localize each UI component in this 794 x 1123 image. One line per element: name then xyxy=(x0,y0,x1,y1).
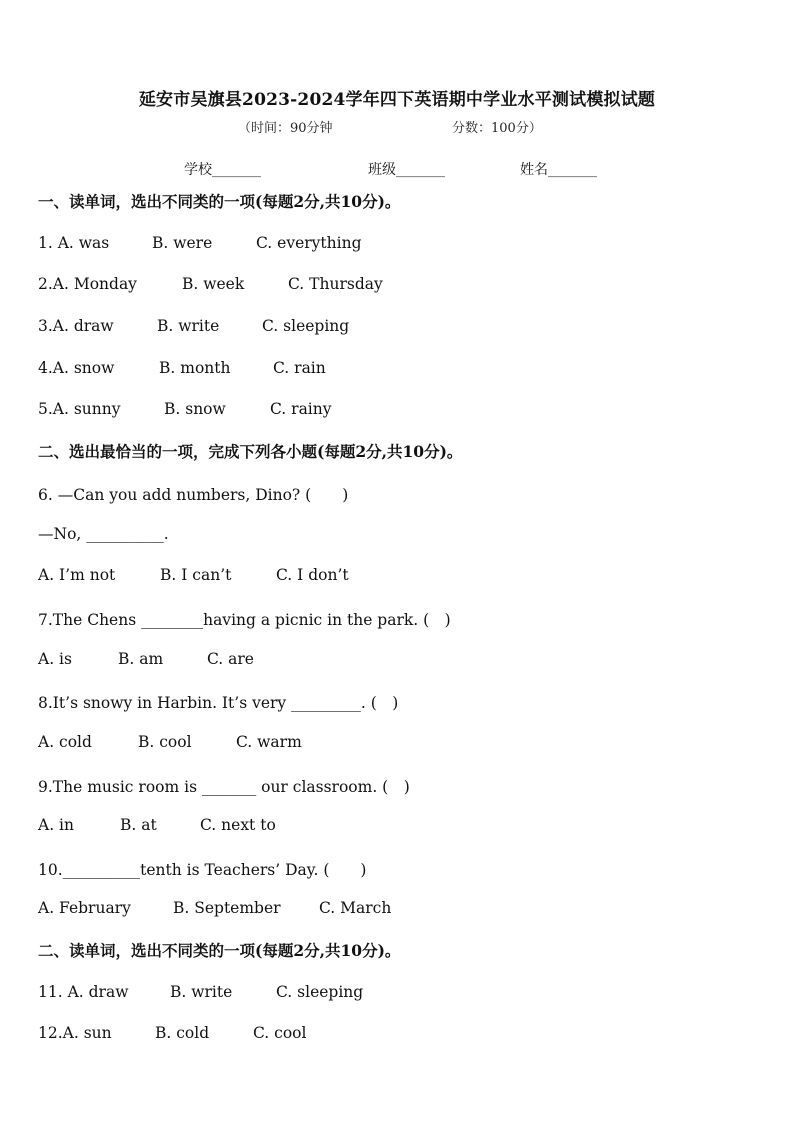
section-3-heading: 二、读单词，选出不同类的一项(每题2分,共10分)。 xyxy=(38,941,401,960)
q6-option-a: A. I’m not xyxy=(38,566,116,584)
q6-stem: 6. —Can you add numbers, Dino? ( ) xyxy=(38,486,349,504)
q12-option-b: B. cold xyxy=(155,1024,210,1042)
q4-option-b: B. month xyxy=(159,359,231,377)
q9-stem: 9.The music room is _______ our classroom. ( ) xyxy=(38,778,410,796)
q7-option-c: C. are xyxy=(207,650,254,668)
school-field: 学校_______ xyxy=(184,162,261,178)
q8-option-c: C. warm xyxy=(236,733,302,751)
section-1-heading: 一、读单词，选出不同类的一项(每题2分,共10分)。 xyxy=(38,192,401,211)
q3-option-c: C. sleeping xyxy=(262,317,350,335)
q1-option-c: C. everything xyxy=(256,234,362,252)
q10-option-c: C. March xyxy=(319,899,392,917)
q11-option-b: B. write xyxy=(170,983,233,1001)
q7-stem: 7.The Chens ________having a picnic in the park. ( ) xyxy=(38,611,451,629)
q9-option-c: C. next to xyxy=(200,816,276,834)
page-title: 延安市吴旗县2023-2024学年四下英语期中学业水平测试模拟试题 xyxy=(138,90,656,110)
q4-option-a: 4.A. snow xyxy=(38,359,115,377)
name-field: 姓名_______ xyxy=(520,162,597,178)
q8-stem: 8.It’s snowy in Harbin. It’s very _________. ( ) xyxy=(38,694,399,712)
q8-option-a: A. cold xyxy=(38,733,92,751)
q6-stem-reply: —No, __________. xyxy=(38,525,169,543)
q1-option-b: B. were xyxy=(152,234,213,252)
q3-option-a: 3.A. draw xyxy=(38,317,114,335)
q6-option-c: C. I don’t xyxy=(276,566,349,584)
q2-option-c: C. Thursday xyxy=(288,275,383,293)
q8-option-b: B. cool xyxy=(138,733,192,751)
q6-option-b: B. I can’t xyxy=(160,566,232,584)
exam-score: 分数：100分） xyxy=(452,121,542,136)
exam-time: （时间：90分钟 xyxy=(238,121,333,136)
q1-option-a: 1. A. was xyxy=(38,234,110,252)
q11-option-c: C. sleeping xyxy=(276,983,364,1001)
q12-option-a: 12.A. sun xyxy=(38,1024,112,1042)
q5-option-a: 5.A. sunny xyxy=(38,400,121,418)
q7-option-b: B. am xyxy=(118,650,164,668)
q5-option-c: C. rainy xyxy=(270,400,332,418)
q11-option-a: 11. A. draw xyxy=(38,983,129,1001)
q3-option-b: B. write xyxy=(157,317,220,335)
q12-option-c: C. cool xyxy=(253,1024,307,1042)
q2-option-a: 2.A. Monday xyxy=(38,275,137,293)
q4-option-c: C. rain xyxy=(273,359,326,377)
q7-option-a: A. is xyxy=(38,650,72,668)
q9-option-b: B. at xyxy=(120,816,157,834)
q2-option-b: B. week xyxy=(182,275,245,293)
class-field: 班级_______ xyxy=(368,162,445,178)
q9-option-a: A. in xyxy=(38,816,74,834)
q10-option-b: B. September xyxy=(173,899,281,917)
q10-stem: 10.__________tenth is Teachers’ Day. ( ) xyxy=(38,861,367,879)
section-2-heading: 二、选出最恰当的一项，完成下列各小题(每题2分,共10分)。 xyxy=(38,442,463,461)
q10-option-a: A. February xyxy=(38,899,131,917)
q5-option-b: B. snow xyxy=(164,400,226,418)
